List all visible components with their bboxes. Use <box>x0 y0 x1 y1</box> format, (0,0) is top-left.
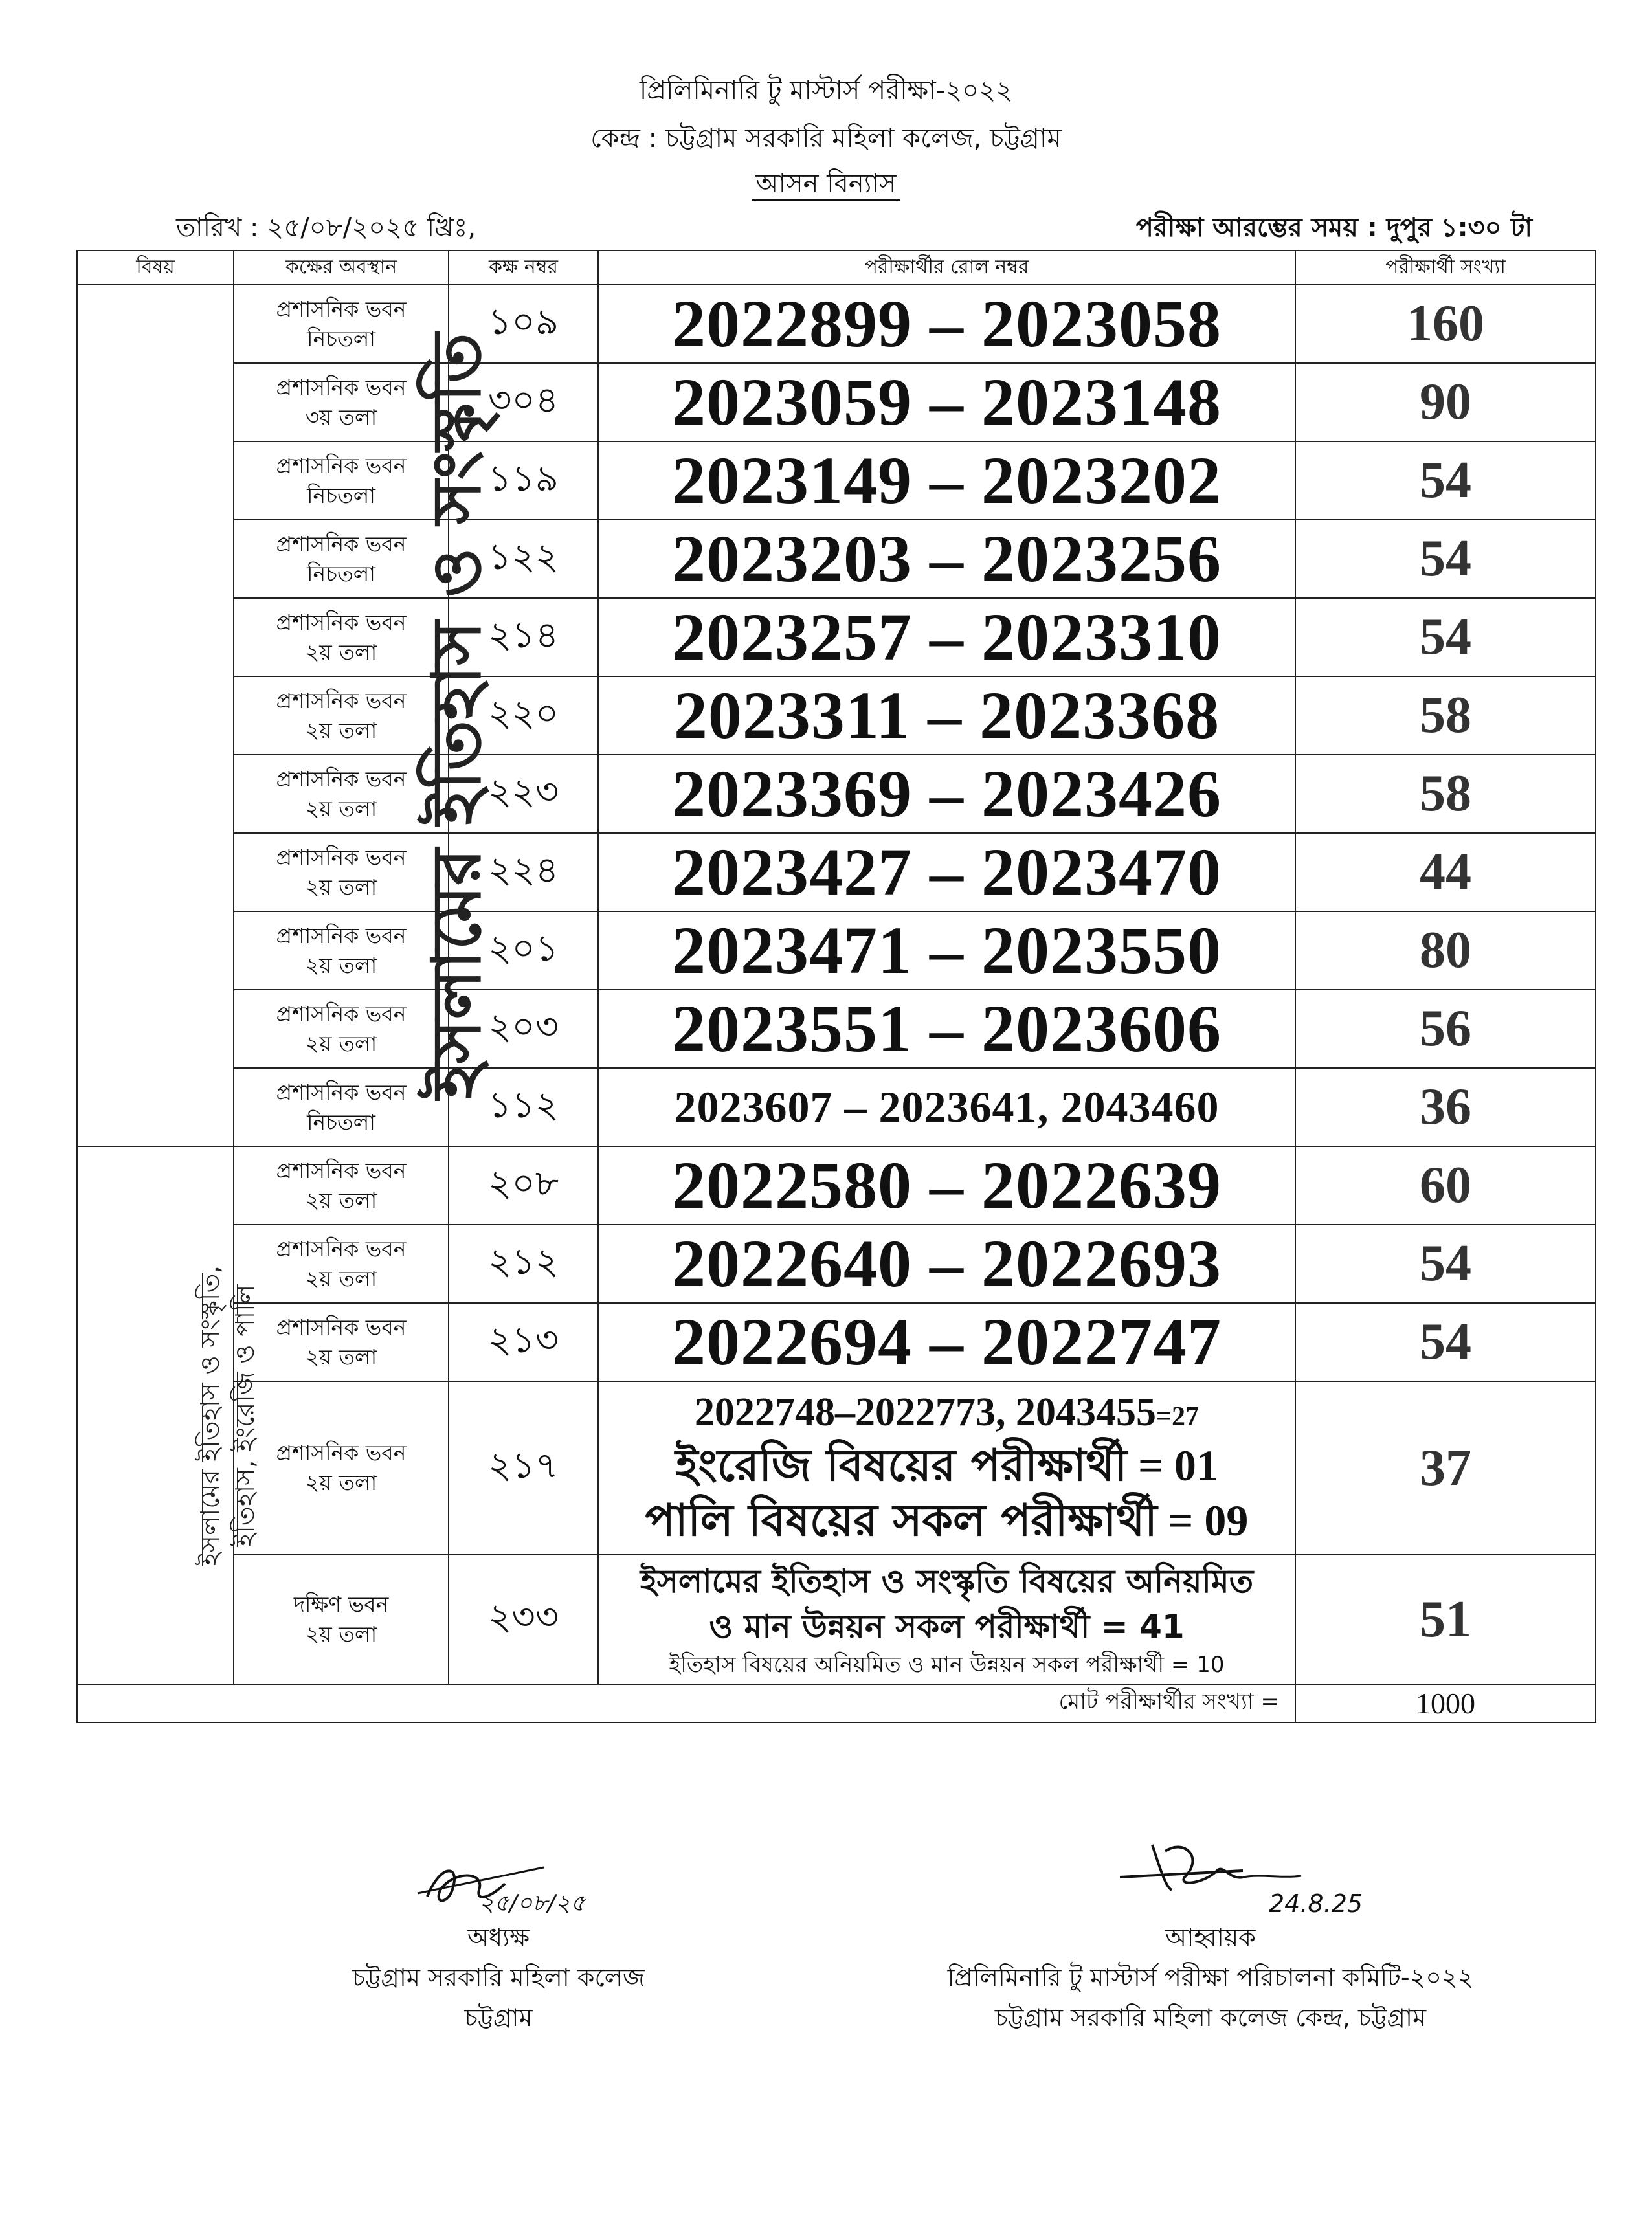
building-name: প্রশাসনিক ভবন <box>276 922 407 948</box>
col-count: পরীক্ষার্থী সংখ্যা <box>1295 250 1596 285</box>
room-number: ২০৩ <box>449 990 598 1068</box>
subject-group-2-line2: ইতিহাস, ইংরেজি ও পালি <box>230 1284 261 1546</box>
principal-org-line2: চট্টগ্রাম <box>464 2003 533 2032</box>
pali-label: পালি বিষয়ের সকল পরীক্ষার্থী <box>645 1495 1157 1546</box>
total-label: মোট পরীক্ষার্থীর সংখ্যা = <box>77 1684 1295 1722</box>
col-room: কক্ষ নম্বর <box>449 250 598 285</box>
roll-range-line <box>599 1388 1295 1438</box>
convener-title: আহ্বায়ক <box>1165 1923 1256 1952</box>
building-name: প্রশাসনিক ভবন <box>276 1157 407 1183</box>
table-row <box>77 363 1596 441</box>
total-value: 1000 <box>1295 1684 1596 1722</box>
subject-group-2-label <box>193 1265 263 1565</box>
roll-range: 2023427 – 2023470 <box>598 833 1295 911</box>
floor-name: ২য় তলা <box>305 1470 377 1495</box>
room-number: ২১৭ <box>449 1381 598 1555</box>
irregular-line2: ও মান উন্নয়ন সকল পরীক্ষার্থী = 41 <box>709 1608 1185 1645</box>
roll-range: 2023203 – 2023256 <box>598 520 1295 598</box>
roll-range-suffix: =27 <box>1156 1402 1199 1432</box>
candidate-count: 54 <box>1295 441 1596 520</box>
building-name: প্রশাসনিক ভবন <box>276 687 407 713</box>
roll-range: 2022899 – 2023058 <box>598 285 1295 363</box>
candidate-count: 44 <box>1295 833 1596 911</box>
room-location <box>234 1303 449 1381</box>
floor-name: ২য় তলা <box>305 1621 377 1647</box>
table-row-217 <box>77 1381 1596 1555</box>
candidate-count: 56 <box>1295 990 1596 1068</box>
table-row <box>77 285 1596 363</box>
table-row <box>77 441 1596 520</box>
building-name: প্রশাসনিক ভবন <box>276 531 407 557</box>
candidate-count: 54 <box>1295 1303 1596 1381</box>
floor-name: ২য় তলা <box>305 952 377 978</box>
roll-range: 2023257 – 2023310 <box>598 598 1295 676</box>
room-number: ২১২ <box>449 1225 598 1303</box>
table-row <box>77 1068 1596 1146</box>
floor-name: নিচতলা <box>307 326 375 351</box>
room-number: ২৩৩ <box>449 1555 598 1684</box>
pali-value: = 09 <box>1168 1495 1249 1545</box>
building-name: প্রশাসনিক ভবন <box>276 1440 407 1465</box>
total-row <box>77 1684 1596 1722</box>
exam-start-time: পরীক্ষা আরম্ভের সময় : দুপুর ১:৩০ টা <box>1135 213 1532 243</box>
floor-name: ২য় তলা <box>305 1030 377 1056</box>
exam-date: তারিখ : ২৫/০৮/২০২৫ খ্রিঃ, <box>176 213 476 243</box>
table-row <box>77 990 1596 1068</box>
exam-center: কেন্দ্র : চট্টগ্রাম সরকারি মহিলা কলেজ, চট্টগ্রাম <box>590 124 1062 153</box>
roll-range: 2022694 – 2022747 <box>598 1303 1295 1381</box>
building-name: প্রশাসনিক ভবন <box>276 452 407 478</box>
table-header-row <box>77 250 1596 285</box>
table-row <box>77 1146 1596 1225</box>
roll-range: 2022580 – 2022639 <box>598 1146 1295 1225</box>
building-name: প্রশাসনিক ভবন <box>276 1001 407 1027</box>
room-number: ২০১ <box>449 911 598 990</box>
principal-org-line1: চট্টগ্রাম সরকারি মহিলা কলেজ <box>352 1963 645 1992</box>
convener-org-line2: চট্টগ্রাম সরকারি মহিলা কলেজ কেন্দ্র, চট্টগ্রাম <box>994 2003 1427 2032</box>
candidate-count: 51 <box>1295 1555 1596 1684</box>
candidate-count: 90 <box>1295 363 1596 441</box>
principal-block <box>272 1917 725 2038</box>
room-number: ২১৪ <box>449 598 598 676</box>
principal-handwritten-date: ২৫/০৮/২৫ <box>479 1890 586 1917</box>
room-number: ২০৮ <box>449 1146 598 1225</box>
table-row-233 <box>77 1555 1596 1684</box>
roll-range: 2023607 – 2023641, 2043460 <box>598 1068 1295 1146</box>
floor-name: নিচতলা <box>307 1109 375 1135</box>
table-row <box>77 1225 1596 1303</box>
candidate-count: 36 <box>1295 1068 1596 1146</box>
candidate-count: 54 <box>1295 520 1596 598</box>
floor-name: ২য় তলা <box>305 1344 377 1370</box>
room-number: ২১৩ <box>449 1303 598 1381</box>
room-location <box>234 1381 449 1555</box>
table-row <box>77 520 1596 598</box>
floor-name: ২য় তলা <box>305 1265 377 1291</box>
subject-group-1-label: ইসলামের ইতিহাস ও সংস্কৃতি <box>416 332 496 1099</box>
floor-name: ২য় তলা <box>305 796 377 821</box>
roll-range-multi <box>598 1381 1295 1555</box>
room-number: ২২৪ <box>449 833 598 911</box>
roll-range: 2023551 – 2023606 <box>598 990 1295 1068</box>
irregular-line3: ইতিহাস বিষয়ের অনিয়মিত ও মান উন্নয়ন সকল পরীক্ষার্থী = 10 <box>669 1652 1225 1678</box>
building-name: প্রশাসনিক ভবন <box>276 1079 407 1105</box>
table-row <box>77 598 1596 676</box>
building-name: প্রশাসনিক ভবন <box>276 296 407 322</box>
candidate-count: 160 <box>1295 285 1596 363</box>
irregular-candidates <box>598 1555 1295 1684</box>
building-name: দক্ষিণ ভবন <box>293 1592 389 1617</box>
subject-group-2-line1: ইসলামের ইতিহাস ও সংস্কৃতি, <box>195 1265 226 1566</box>
subject-group-2 <box>77 1146 261 1684</box>
seat-plan-table <box>76 250 1596 1723</box>
table-row <box>77 911 1596 990</box>
candidate-count: 58 <box>1295 755 1596 833</box>
table-row <box>77 1303 1596 1381</box>
col-rolls: পরীক্ষার্থীর রোল নম্বর <box>598 250 1295 285</box>
roll-range: 2023311 – 2023368 <box>598 676 1295 755</box>
room-location <box>234 1555 449 1684</box>
room-location <box>234 1225 449 1303</box>
convener-block <box>893 1917 1528 2038</box>
room-number: ১১৯ <box>449 441 598 520</box>
building-name: প্রশাসনিক ভবন <box>276 1236 407 1262</box>
floor-name: ২য় তলা <box>305 639 377 665</box>
room-number: ১২২ <box>449 520 598 598</box>
roll-range: 2022640 – 2022693 <box>598 1225 1295 1303</box>
english-label: ইংরেজি বিষয়ের পরীক্ষার্থী <box>675 1440 1128 1491</box>
floor-name: ২য় তলা <box>305 874 377 900</box>
building-name: প্রশাসনিক ভবন <box>276 1314 407 1340</box>
convener-handwritten-date: 24.8.25 <box>1269 1889 1363 1918</box>
table-row <box>77 755 1596 833</box>
candidate-count: 37 <box>1295 1381 1596 1555</box>
roll-range: 2023471 – 2023550 <box>598 911 1295 990</box>
english-candidates <box>599 1438 1295 1493</box>
room-number: ১০৯ <box>449 285 598 363</box>
building-name: প্রশাসনিক ভবন <box>276 766 407 792</box>
candidate-count: 80 <box>1295 911 1596 990</box>
table-row <box>77 833 1596 911</box>
col-subject: বিষয় <box>77 250 234 285</box>
candidate-count: 58 <box>1295 676 1596 755</box>
room-number: ৩০৪ <box>449 363 598 441</box>
roll-range: 2023369 – 2023426 <box>598 755 1295 833</box>
floor-name: ২য় তলা <box>305 717 377 743</box>
building-name: প্রশাসনিক ভবন <box>276 609 407 635</box>
building-name: প্রশাসনিক ভবন <box>276 844 407 870</box>
floor-name: নিচতলা <box>307 482 375 508</box>
floor-name: ৩য় তলা <box>305 404 377 430</box>
table-row <box>77 676 1596 755</box>
col-location: কক্ষের অবস্থান <box>234 250 449 285</box>
candidate-count: 60 <box>1295 1146 1596 1225</box>
pali-candidates <box>599 1493 1295 1548</box>
roll-range-main: 2022748–2022773, 2043455 <box>695 1390 1157 1435</box>
irregular-line1: ইসলামের ইতিহাস ও সংস্কৃতি বিষয়ের অনিয়মিত <box>640 1563 1254 1600</box>
room-number: ১১২ <box>449 1068 598 1146</box>
floor-name: নিচতলা <box>307 561 375 586</box>
exam-title: প্রিলিমিনারি টু মাস্টার্স পরীক্ষা-২০২২ <box>639 76 1013 106</box>
roll-range: 2023149 – 2023202 <box>598 441 1295 520</box>
room-number: ২২০ <box>449 676 598 755</box>
roll-range: 2023059 – 2023148 <box>598 363 1295 441</box>
room-location <box>234 1146 449 1225</box>
floor-name: ২য় তলা <box>305 1187 377 1213</box>
room-number: ২২৩ <box>449 755 598 833</box>
convener-org-line1: প্রিলিমিনারি টু মাস্টার্স পরীক্ষা পরিচালনা কমিটি-২০২২ <box>947 1963 1474 1992</box>
candidate-count: 54 <box>1295 598 1596 676</box>
english-value: = 01 <box>1138 1440 1218 1490</box>
principal-title: অধ্যক্ষ <box>467 1923 530 1952</box>
seat-plan-heading: আসন বিন্যাস <box>0 163 1652 206</box>
candidate-count: 54 <box>1295 1225 1596 1303</box>
building-name: প্রশাসনিক ভবন <box>276 374 407 400</box>
